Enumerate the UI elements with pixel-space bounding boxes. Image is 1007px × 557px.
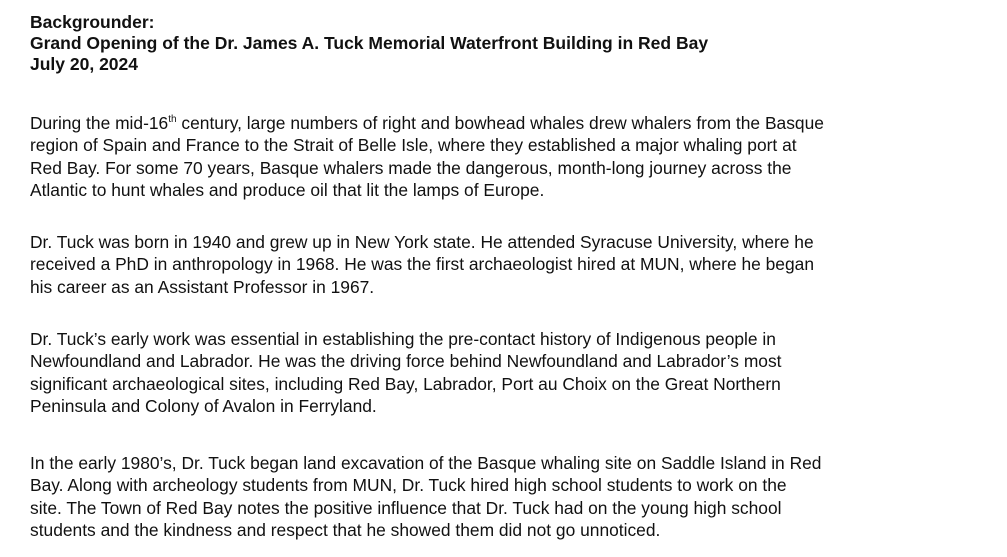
- paragraph-line: Peninsula and Colony of Avalon in Ferryland.: [30, 395, 377, 416]
- paragraph-dr-tuck-biography: [30, 231, 1007, 298]
- paragraph-line: [30, 112, 1007, 134]
- superscript: th: [168, 114, 177, 125]
- backgrounder-label: Backgrounder:: [30, 12, 155, 32]
- paragraph-line: his career as an Assistant Professor in 1967.: [30, 276, 375, 297]
- paragraph-line: Dr. Tuck’s early work was essential in establishing the pre-contact history of Indigenous people in: [30, 329, 776, 349]
- document-date: July 20, 2024: [30, 54, 138, 74]
- document-title: Grand Opening of the Dr. James A. Tuck Memorial Waterfront Building in Red Bay: [30, 33, 709, 53]
- text-segment: During the mid-16: [30, 113, 169, 133]
- document-page: [30, 12, 1000, 540]
- paragraph-line: Red Bay. For some 70 years, Basque whalers made the dangerous, month-long journey across the: [30, 157, 792, 178]
- paragraph-line: Bay. Along with archeology students from MUN, Dr. Tuck hired high school students to work on the: [30, 475, 787, 496]
- paragraph-line: Dr. Tuck was born in 1940 and grew up in New York state. He attended Syracuse University, where he: [30, 232, 814, 252]
- text-segment: century, large numbers of right and bowhead whales drew whalers from the Basque: [176, 113, 824, 133]
- paragraph-line: students and the kindness and respect that he showed them did not go unnoticed.: [30, 519, 661, 540]
- paragraph-line: In the early 1980’s, Dr. Tuck began land excavation of the Basque whaling site on Saddle Island in Red: [30, 453, 822, 473]
- paragraph-saddle-island-excavation: [30, 452, 1007, 541]
- paragraph-line: site. The Town of Red Bay notes the positive influence that Dr. Tuck had on the young high school: [30, 497, 782, 518]
- paragraph-line: significant archaeological sites, including Red Bay, Labrador, Port au Choix on the Great Northern: [30, 373, 781, 394]
- paragraph-early-work: [30, 328, 1007, 417]
- paragraph-line: Atlantic to hunt whales and produce oil that lit the lamps of Europe.: [30, 179, 545, 200]
- paragraph-line: received a PhD in anthropology in 1968. He was the first archaeologist hired at MUN, where he began: [30, 254, 814, 275]
- document-header: [30, 12, 1000, 75]
- paragraph-line: Newfoundland and Labrador. He was the driving force behind Newfoundland and Labrador’s most: [30, 351, 782, 372]
- paragraph-basque-whalers: [30, 112, 1007, 201]
- paragraph-line: region of Spain and France to the Strait of Belle Isle, where they established a major whaling port at: [30, 135, 797, 156]
